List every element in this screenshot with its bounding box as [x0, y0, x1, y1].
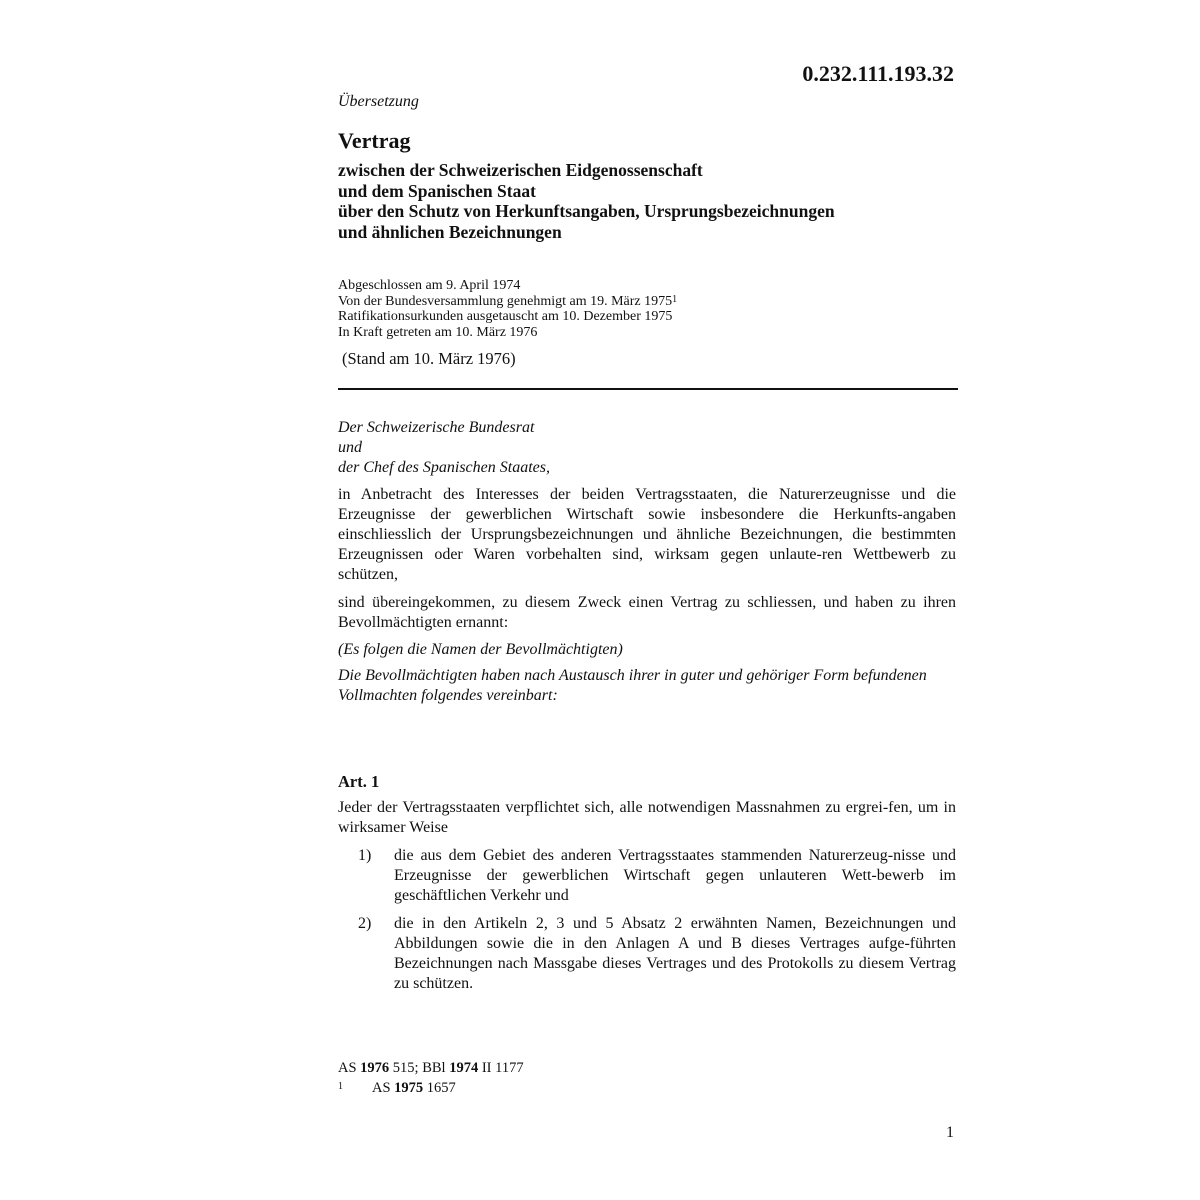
document-subtitle	[338, 160, 956, 242]
footnote-1	[338, 1078, 524, 1098]
party-line: und	[338, 439, 362, 456]
source-bbl-year: 1974	[449, 1060, 479, 1076]
footnote-page: 1657	[423, 1080, 456, 1096]
document-title: Vertrag	[338, 128, 411, 153]
subtitle-line: und ähnlichen Bezeichnungen	[338, 221, 562, 242]
sr-number: 0.232.111.193.32	[802, 61, 954, 86]
page-number: 1	[946, 1124, 954, 1141]
approval-date	[338, 294, 956, 310]
status-date: (Stand am 10. März 1976)	[342, 349, 516, 368]
item-number: 1)	[358, 847, 372, 864]
ratification-date: Ratifikationsurkunden ausgetauscht am 10. Dezember 1975	[338, 309, 673, 324]
approval-text: Von der Bundesversammlung genehmigt am 19. März 1975	[338, 293, 673, 309]
source-as-prefix: AS	[338, 1060, 361, 1076]
subtitle-line: zwischen der Schweizerischen Eidgenossenschaft	[338, 160, 703, 180]
party-line: Der Schweizerische Bundesrat	[338, 419, 535, 436]
source-as-page: 515; BBl	[389, 1060, 450, 1076]
header-divider	[338, 388, 958, 390]
preamble-closing: Die Bevollmächtigten haben nach Austausch ihrer in guter und gehöriger Form befundenen Vollmachten folgendes vereinbart:	[338, 667, 927, 704]
party-line: der Chef des Spanischen Staates,	[338, 459, 550, 476]
article-1-title: Art. 1	[338, 772, 380, 791]
subtitle-line: über den Schutz von Herkunftsangaben, Ursprungsbezeichnungen	[338, 201, 835, 221]
preamble-agreed: sind übereingekommen, zu diesem Zweck einen Vertrag zu schliessen, und haben zu ihren Bevollmächtigten ernannt:	[338, 594, 956, 631]
item-text: die in den Artikeln 2, 3 und 5 Absatz 2 erwähnten Namen, Bezeichnungen und Abbildungen sowie die in den Anlagen A und B dieses Vertrages aufge-führten Bezeichnungen nach Massgabe dieses Vertrages und des Protokolls zu diesem Vertrag zu schützen.	[394, 915, 956, 992]
footnote-number: 1	[338, 1081, 343, 1092]
footnotes	[338, 1058, 524, 1098]
item-text: die aus dem Gebiet des anderen Vertragsstaates stammenden Naturerzeug-nisse und Erzeugnisse der gewerblichen Wirtschaft gegen unlauteren Wett-bewerb im geschäftlichen Verkehr und	[394, 847, 956, 904]
preamble-parties	[338, 418, 956, 478]
footnote-prefix: AS	[372, 1080, 395, 1096]
in-force-date: In Kraft getreten am 10. März 1976	[338, 324, 538, 340]
footnote-ref: 1	[672, 293, 678, 305]
footnote-year: 1975	[394, 1080, 424, 1096]
preamble-plenipotentiaries: (Es folgen die Namen der Bevollmächtigten)	[338, 641, 623, 658]
subtitle-line: und dem Spanischen Staat	[338, 180, 536, 201]
concluded-date: Abgeschlossen am 9. April 1974	[338, 278, 521, 293]
source-bbl-rest: II 1177	[478, 1060, 524, 1076]
treaty-metadata	[338, 278, 956, 340]
preamble-considering: in Anbetracht des Interesses der beiden Vertragsstaaten, die Naturerzeugnisse und die Erzeugnisse der gewerblichen Wirtschaft sowie insbesondere die Herkunfts-angaben einschliesslich der Ursprungsbezeichnungen und ähnliche Bezeichnungen, die bestimmten Erzeugnissen oder Waren vorbehalten sind, wirksam gegen unlaute-ren Wettbewerb zu schützen,	[338, 486, 956, 583]
article-1-intro: Jeder der Vertragsstaaten verpflichtet sich, alle notwendigen Massnahmen zu ergrei-fen, um in wirksamer Weise	[338, 799, 956, 836]
source-reference	[338, 1058, 524, 1078]
translation-label: Übersetzung	[338, 93, 419, 110]
item-number: 2)	[358, 915, 372, 932]
source-as-year: 1976	[360, 1060, 390, 1076]
